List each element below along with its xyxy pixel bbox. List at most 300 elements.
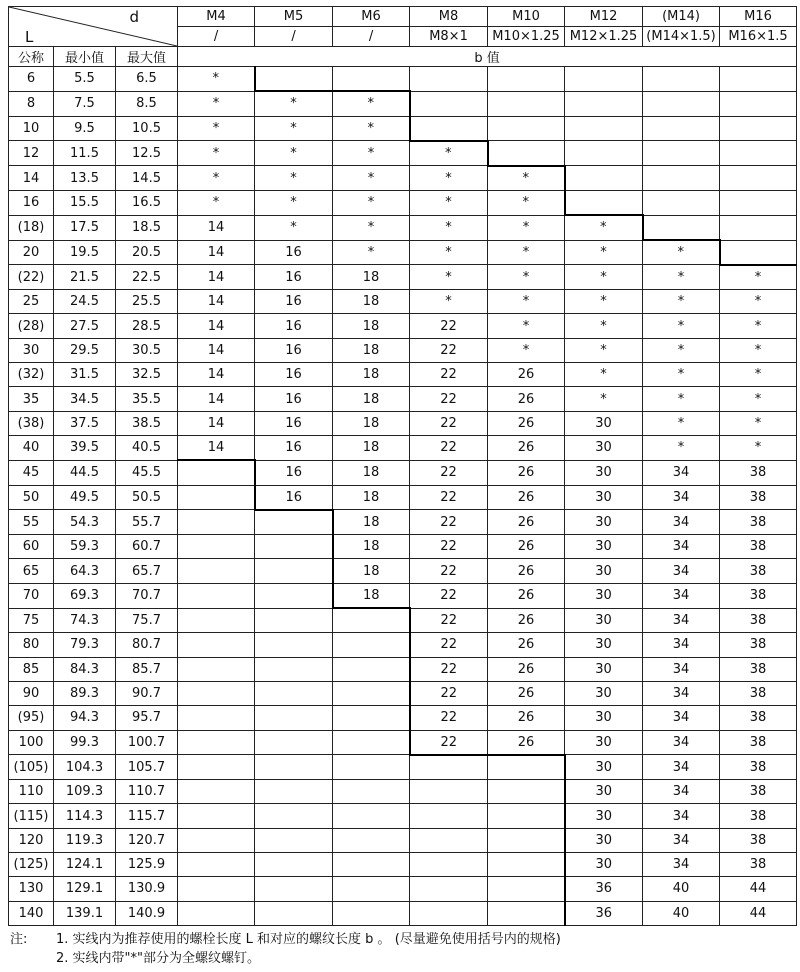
table-row — [9, 240, 797, 265]
b-value-cell — [255, 535, 333, 559]
b-value-cell: 22 — [410, 435, 488, 460]
b-value-cell: 14 — [178, 215, 255, 240]
nominal-length-header: 公称 — [9, 47, 54, 67]
b-value-cell — [255, 510, 333, 535]
table-row — [9, 411, 797, 435]
b-value-cell: * — [178, 91, 255, 116]
b-value-cell: 38 — [720, 657, 797, 681]
b-value-cell — [255, 559, 333, 583]
b-value-cell: * — [333, 215, 410, 240]
min-length-cell: 139.1 — [54, 901, 116, 925]
min-length-header: 最小值 — [54, 47, 116, 67]
max-length-header: 最大值 — [116, 47, 178, 67]
b-value-cell: 26 — [488, 730, 565, 755]
b-value-cell: 16 — [255, 411, 333, 435]
nominal-length-cell: (95) — [9, 706, 54, 730]
b-value-cell: 34 — [643, 730, 720, 755]
b-value-cell — [255, 633, 333, 657]
b-value-cell: 30 — [565, 681, 643, 705]
b-value-cell: 38 — [720, 681, 797, 705]
max-length-cell: 95.7 — [116, 706, 178, 730]
b-value-cell: 18 — [333, 290, 410, 314]
nominal-length-cell: 80 — [9, 633, 54, 657]
b-value-cell: 30 — [565, 755, 643, 780]
table-row — [9, 755, 797, 780]
max-length-cell: 10.5 — [116, 116, 178, 141]
b-value-cell: 30 — [565, 633, 643, 657]
max-length-cell: 6.5 — [116, 67, 178, 92]
b-value-cell — [255, 804, 333, 828]
b-value-cell: * — [255, 141, 333, 166]
b-value-cell: 38 — [720, 535, 797, 559]
max-length-cell: 100.7 — [116, 730, 178, 755]
max-length-cell: 45.5 — [116, 460, 178, 485]
b-value-cell: 34 — [643, 828, 720, 852]
min-length-cell: 5.5 — [54, 67, 116, 92]
b-value-cell: * — [255, 166, 333, 191]
b-value-cell — [255, 681, 333, 705]
b-value-cell — [410, 901, 488, 925]
b-value-cell: * — [488, 314, 565, 338]
b-value-cell — [488, 67, 565, 92]
d-symbol: d — [129, 8, 140, 26]
b-value-cell — [720, 215, 797, 240]
b-value-cell: 18 — [333, 363, 410, 387]
table-row — [9, 657, 797, 681]
b-value-cell — [178, 780, 255, 804]
b-value-cell — [333, 780, 410, 804]
b-value-cell — [643, 190, 720, 215]
max-length-cell: 30.5 — [116, 338, 178, 362]
table-row — [9, 804, 797, 828]
min-length-cell: 37.5 — [54, 411, 116, 435]
b-value-cell: 22 — [410, 559, 488, 583]
b-value-cell — [178, 730, 255, 755]
max-length-cell: 110.7 — [116, 780, 178, 804]
min-length-cell: 94.3 — [54, 706, 116, 730]
b-value-cell: * — [643, 363, 720, 387]
pitch-header-m4: / — [178, 27, 255, 47]
nominal-length-cell: 65 — [9, 559, 54, 583]
table-row — [9, 215, 797, 240]
table-row — [9, 116, 797, 141]
b-value-cell — [255, 657, 333, 681]
max-length-cell: 50.5 — [116, 485, 178, 510]
b-value-cell: 38 — [720, 730, 797, 755]
b-value-cell — [488, 828, 565, 852]
b-value-cell: * — [565, 387, 643, 411]
b-value-cell — [333, 804, 410, 828]
diagonal-divider — [9, 7, 177, 46]
b-value-cell: * — [643, 387, 720, 411]
b-value-cell: 38 — [720, 804, 797, 828]
b-value-cell: 30 — [565, 485, 643, 510]
b-value-cell: 18 — [333, 559, 410, 583]
b-value-cell — [178, 535, 255, 559]
b-value-cell: 22 — [410, 338, 488, 362]
b-value-cell: 22 — [410, 633, 488, 657]
b-value-cell — [643, 141, 720, 166]
b-value-cell: 18 — [333, 411, 410, 435]
b-value-cell: 18 — [333, 314, 410, 338]
table-row — [9, 338, 797, 362]
b-value-cell — [255, 853, 333, 877]
b-value-cell: 16 — [255, 435, 333, 460]
b-value-cell: 44 — [720, 877, 797, 901]
b-value-cell — [410, 780, 488, 804]
b-value-cell — [178, 828, 255, 852]
nominal-length-cell: 16 — [9, 190, 54, 215]
nominal-length-cell: 60 — [9, 535, 54, 559]
size-header-m16: M16 — [720, 7, 797, 27]
nominal-length-cell: 110 — [9, 780, 54, 804]
min-length-cell: 31.5 — [54, 363, 116, 387]
b-value-cell: 30 — [565, 535, 643, 559]
min-length-cell: 29.5 — [54, 338, 116, 362]
L-symbol: L — [25, 28, 34, 46]
b-value-cell — [488, 141, 565, 166]
b-value-cell — [333, 877, 410, 901]
max-length-cell: 125.9 — [116, 853, 178, 877]
b-value-cell: * — [720, 363, 797, 387]
b-value-cell: 14 — [178, 240, 255, 265]
b-value-cell: * — [255, 190, 333, 215]
min-length-cell: 13.5 — [54, 166, 116, 191]
min-length-cell: 17.5 — [54, 215, 116, 240]
b-value-cell: 22 — [410, 706, 488, 730]
b-value-cell — [488, 804, 565, 828]
b-value-cell: 14 — [178, 435, 255, 460]
b-value-cell: 34 — [643, 460, 720, 485]
b-value-cell: * — [565, 338, 643, 362]
nominal-length-cell: 25 — [9, 290, 54, 314]
b-value-cell: 16 — [255, 240, 333, 265]
b-value-cell: * — [720, 338, 797, 362]
nominal-length-cell: 8 — [9, 91, 54, 116]
b-value-cell — [720, 141, 797, 166]
b-value-cell: 22 — [410, 535, 488, 559]
b-value-cell: * — [565, 240, 643, 265]
b-value-cell: 22 — [410, 510, 488, 535]
b-value-cell: 38 — [720, 559, 797, 583]
b-value-cell: 16 — [255, 460, 333, 485]
table-row — [9, 265, 797, 290]
b-value-cell — [178, 681, 255, 705]
b-value-cell — [178, 706, 255, 730]
b-value-cell: 18 — [333, 510, 410, 535]
pitch-header-m10: M10×1.25 — [488, 27, 565, 47]
b-value-cell — [488, 755, 565, 780]
max-length-cell: 38.5 — [116, 411, 178, 435]
b-value-cell — [178, 583, 255, 608]
size-header-m4: M4 — [178, 7, 255, 27]
size-header-m10: M10 — [488, 7, 565, 27]
pitch-header-m14: (M14×1.5) — [643, 27, 720, 47]
b-value-cell — [178, 755, 255, 780]
b-value-cell: * — [178, 116, 255, 141]
b-value-cell: * — [720, 411, 797, 435]
table-row — [9, 485, 797, 510]
max-length-cell: 28.5 — [116, 314, 178, 338]
table-row — [9, 730, 797, 755]
b-value-cell: 30 — [565, 828, 643, 852]
b-value-cell — [720, 67, 797, 92]
b-value-cell: 16 — [255, 265, 333, 290]
b-value-cell — [488, 877, 565, 901]
b-value-cell: 26 — [488, 633, 565, 657]
nominal-length-cell: 50 — [9, 485, 54, 510]
b-value-cell: 38 — [720, 706, 797, 730]
table-row — [9, 877, 797, 901]
b-value-cell: 18 — [333, 583, 410, 608]
max-length-cell: 14.5 — [116, 166, 178, 191]
max-length-cell: 140.9 — [116, 901, 178, 925]
table-row — [9, 583, 797, 608]
b-value-cell: 26 — [488, 387, 565, 411]
b-value-cell: * — [488, 290, 565, 314]
nominal-length-cell: 90 — [9, 681, 54, 705]
b-value-cell — [333, 755, 410, 780]
min-length-cell: 104.3 — [54, 755, 116, 780]
b-value-cell — [178, 853, 255, 877]
b-value-cell: 18 — [333, 338, 410, 362]
b-value-cell: 34 — [643, 706, 720, 730]
nominal-length-cell: (38) — [9, 411, 54, 435]
b-value-cell — [720, 91, 797, 116]
min-length-cell: 34.5 — [54, 387, 116, 411]
b-value-cell: * — [410, 240, 488, 265]
table-row — [9, 166, 797, 191]
min-length-cell: 129.1 — [54, 877, 116, 901]
table-row — [9, 190, 797, 215]
b-value-cell: * — [720, 290, 797, 314]
b-value-cell: * — [333, 91, 410, 116]
b-value-cell — [255, 780, 333, 804]
table-row — [9, 314, 797, 338]
b-value-cell: 40 — [643, 901, 720, 925]
table-row — [9, 681, 797, 705]
min-length-cell: 59.3 — [54, 535, 116, 559]
min-length-cell: 124.1 — [54, 853, 116, 877]
max-length-cell: 85.7 — [116, 657, 178, 681]
table-row — [9, 853, 797, 877]
b-value-cell: 30 — [565, 780, 643, 804]
b-value-cell: * — [410, 265, 488, 290]
b-value-cell: * — [333, 190, 410, 215]
b-value-cell: * — [565, 265, 643, 290]
b-value-cell: * — [565, 314, 643, 338]
b-value-cell: * — [488, 166, 565, 191]
b-value-cell: 16 — [255, 363, 333, 387]
min-length-cell: 44.5 — [54, 460, 116, 485]
max-length-cell: 25.5 — [116, 290, 178, 314]
nominal-length-cell: 12 — [9, 141, 54, 166]
min-length-cell: 15.5 — [54, 190, 116, 215]
b-value-cell: * — [720, 265, 797, 290]
b-value-cell — [178, 485, 255, 510]
b-value-cell: 34 — [643, 559, 720, 583]
b-value-cell — [410, 853, 488, 877]
pitch-header-m16: M16×1.5 — [720, 27, 797, 47]
max-length-cell: 18.5 — [116, 215, 178, 240]
table-row — [9, 363, 797, 387]
b-value-cell: 34 — [643, 485, 720, 510]
nominal-length-cell: 55 — [9, 510, 54, 535]
b-value-cell: 30 — [565, 559, 643, 583]
max-length-cell: 40.5 — [116, 435, 178, 460]
min-length-cell: 89.3 — [54, 681, 116, 705]
size-header-m12: M12 — [565, 7, 643, 27]
max-length-cell: 12.5 — [116, 141, 178, 166]
b-value-cell: * — [410, 141, 488, 166]
min-length-cell: 69.3 — [54, 583, 116, 608]
table-row — [9, 901, 797, 925]
b-value-cell — [333, 608, 410, 633]
max-length-cell: 65.7 — [116, 559, 178, 583]
b-value-cell — [643, 116, 720, 141]
max-length-cell: 120.7 — [116, 828, 178, 852]
b-value-cell: 14 — [178, 387, 255, 411]
b-value-cell — [333, 67, 410, 92]
table-row — [9, 535, 797, 559]
note-item: 1. 实线内为推荐使用的螺栓长度 L 和对应的螺纹长度 b 。 (尽量避免使用括号内的规格) — [56, 932, 561, 947]
b-value-cell: * — [255, 91, 333, 116]
b-value-cell — [255, 901, 333, 925]
max-length-cell: 115.7 — [116, 804, 178, 828]
b-value-cell: 38 — [720, 828, 797, 852]
b-value-cell: 22 — [410, 460, 488, 485]
min-length-cell: 11.5 — [54, 141, 116, 166]
note-item: 2. 实线内带"*"部分为全螺纹螺钉。 — [56, 951, 260, 966]
b-value-cell: * — [333, 166, 410, 191]
b-value-cell: 18 — [333, 435, 410, 460]
max-length-cell: 35.5 — [116, 387, 178, 411]
nominal-length-cell: (18) — [9, 215, 54, 240]
b-value-cell — [255, 877, 333, 901]
b-value-cell: * — [488, 215, 565, 240]
b-value-cell: 14 — [178, 338, 255, 362]
b-value-cell: 38 — [720, 780, 797, 804]
b-value-cell — [565, 116, 643, 141]
b-value-cell — [410, 828, 488, 852]
b-value-cell: 22 — [410, 485, 488, 510]
b-value-cell: * — [333, 141, 410, 166]
b-value-cell: 34 — [643, 755, 720, 780]
nominal-length-cell: (125) — [9, 853, 54, 877]
table-row — [9, 435, 797, 460]
b-value-cell: 38 — [720, 460, 797, 485]
b-value-cell — [178, 804, 255, 828]
b-value-cell: 36 — [565, 901, 643, 925]
b-value-cell — [643, 67, 720, 92]
b-value-cell — [410, 67, 488, 92]
b-value-cell: 22 — [410, 583, 488, 608]
b-value-cell: * — [410, 166, 488, 191]
b-value-cell: * — [488, 265, 565, 290]
nominal-length-cell: (28) — [9, 314, 54, 338]
b-value-cell: 26 — [488, 681, 565, 705]
nominal-length-cell: (115) — [9, 804, 54, 828]
min-length-cell: 64.3 — [54, 559, 116, 583]
b-value-cell: * — [410, 190, 488, 215]
b-value-cell: 34 — [643, 608, 720, 633]
b-value-cell: * — [178, 166, 255, 191]
pitch-header-m8: M8×1 — [410, 27, 488, 47]
table-row — [9, 608, 797, 633]
b-value-cell: 16 — [255, 290, 333, 314]
nominal-length-cell: 45 — [9, 460, 54, 485]
b-value-cell: * — [643, 435, 720, 460]
b-value-cell: * — [565, 290, 643, 314]
b-value-cell — [720, 166, 797, 191]
b-value-cell: 14 — [178, 411, 255, 435]
min-length-cell: 19.5 — [54, 240, 116, 265]
b-value-cell — [643, 166, 720, 191]
b-value-cell — [178, 559, 255, 583]
pitch-header-m6: / — [333, 27, 410, 47]
b-value-cell: 34 — [643, 535, 720, 559]
nominal-length-cell: 70 — [9, 583, 54, 608]
b-value-cell: 22 — [410, 657, 488, 681]
b-value-cell — [255, 755, 333, 780]
b-value-cell: 18 — [333, 265, 410, 290]
table-row — [9, 141, 797, 166]
b-value-cell: 18 — [333, 485, 410, 510]
nominal-length-cell: 30 — [9, 338, 54, 362]
b-value-cell: 30 — [565, 510, 643, 535]
max-length-cell: 22.5 — [116, 265, 178, 290]
b-value-cell — [178, 460, 255, 485]
b-value-cell: 26 — [488, 363, 565, 387]
b-value-cell: 26 — [488, 583, 565, 608]
b-value-cell: 26 — [488, 460, 565, 485]
b-value-cell: 34 — [643, 853, 720, 877]
table-row — [9, 91, 797, 116]
b-value-cell — [410, 116, 488, 141]
table-row — [9, 633, 797, 657]
max-length-cell: 90.7 — [116, 681, 178, 705]
min-length-cell: 84.3 — [54, 657, 116, 681]
b-value-cell: * — [488, 190, 565, 215]
b-value-cell: 14 — [178, 314, 255, 338]
b-value-cell — [720, 190, 797, 215]
min-length-cell: 9.5 — [54, 116, 116, 141]
min-length-cell: 27.5 — [54, 314, 116, 338]
b-value-cell: 18 — [333, 460, 410, 485]
b-value-cell — [178, 901, 255, 925]
b-value-cell — [410, 804, 488, 828]
b-value-cell — [488, 91, 565, 116]
nominal-length-cell: 10 — [9, 116, 54, 141]
b-value-cell: 38 — [720, 633, 797, 657]
b-value-cell: 30 — [565, 804, 643, 828]
b-value-cell: 22 — [410, 387, 488, 411]
b-value-cell: * — [643, 290, 720, 314]
table-row — [9, 387, 797, 411]
max-length-cell: 32.5 — [116, 363, 178, 387]
b-value-cell — [565, 141, 643, 166]
b-value-cell — [255, 730, 333, 755]
b-value-cell: 22 — [410, 363, 488, 387]
b-value-cell: 16 — [255, 387, 333, 411]
b-value-cell: 22 — [410, 411, 488, 435]
notes-label: 注: — [10, 932, 28, 947]
b-value-cell: 22 — [410, 730, 488, 755]
min-length-cell: 24.5 — [54, 290, 116, 314]
b-value-cell — [333, 901, 410, 925]
b-value-cell: 18 — [333, 387, 410, 411]
pitch-header-m12: M12×1.25 — [565, 27, 643, 47]
